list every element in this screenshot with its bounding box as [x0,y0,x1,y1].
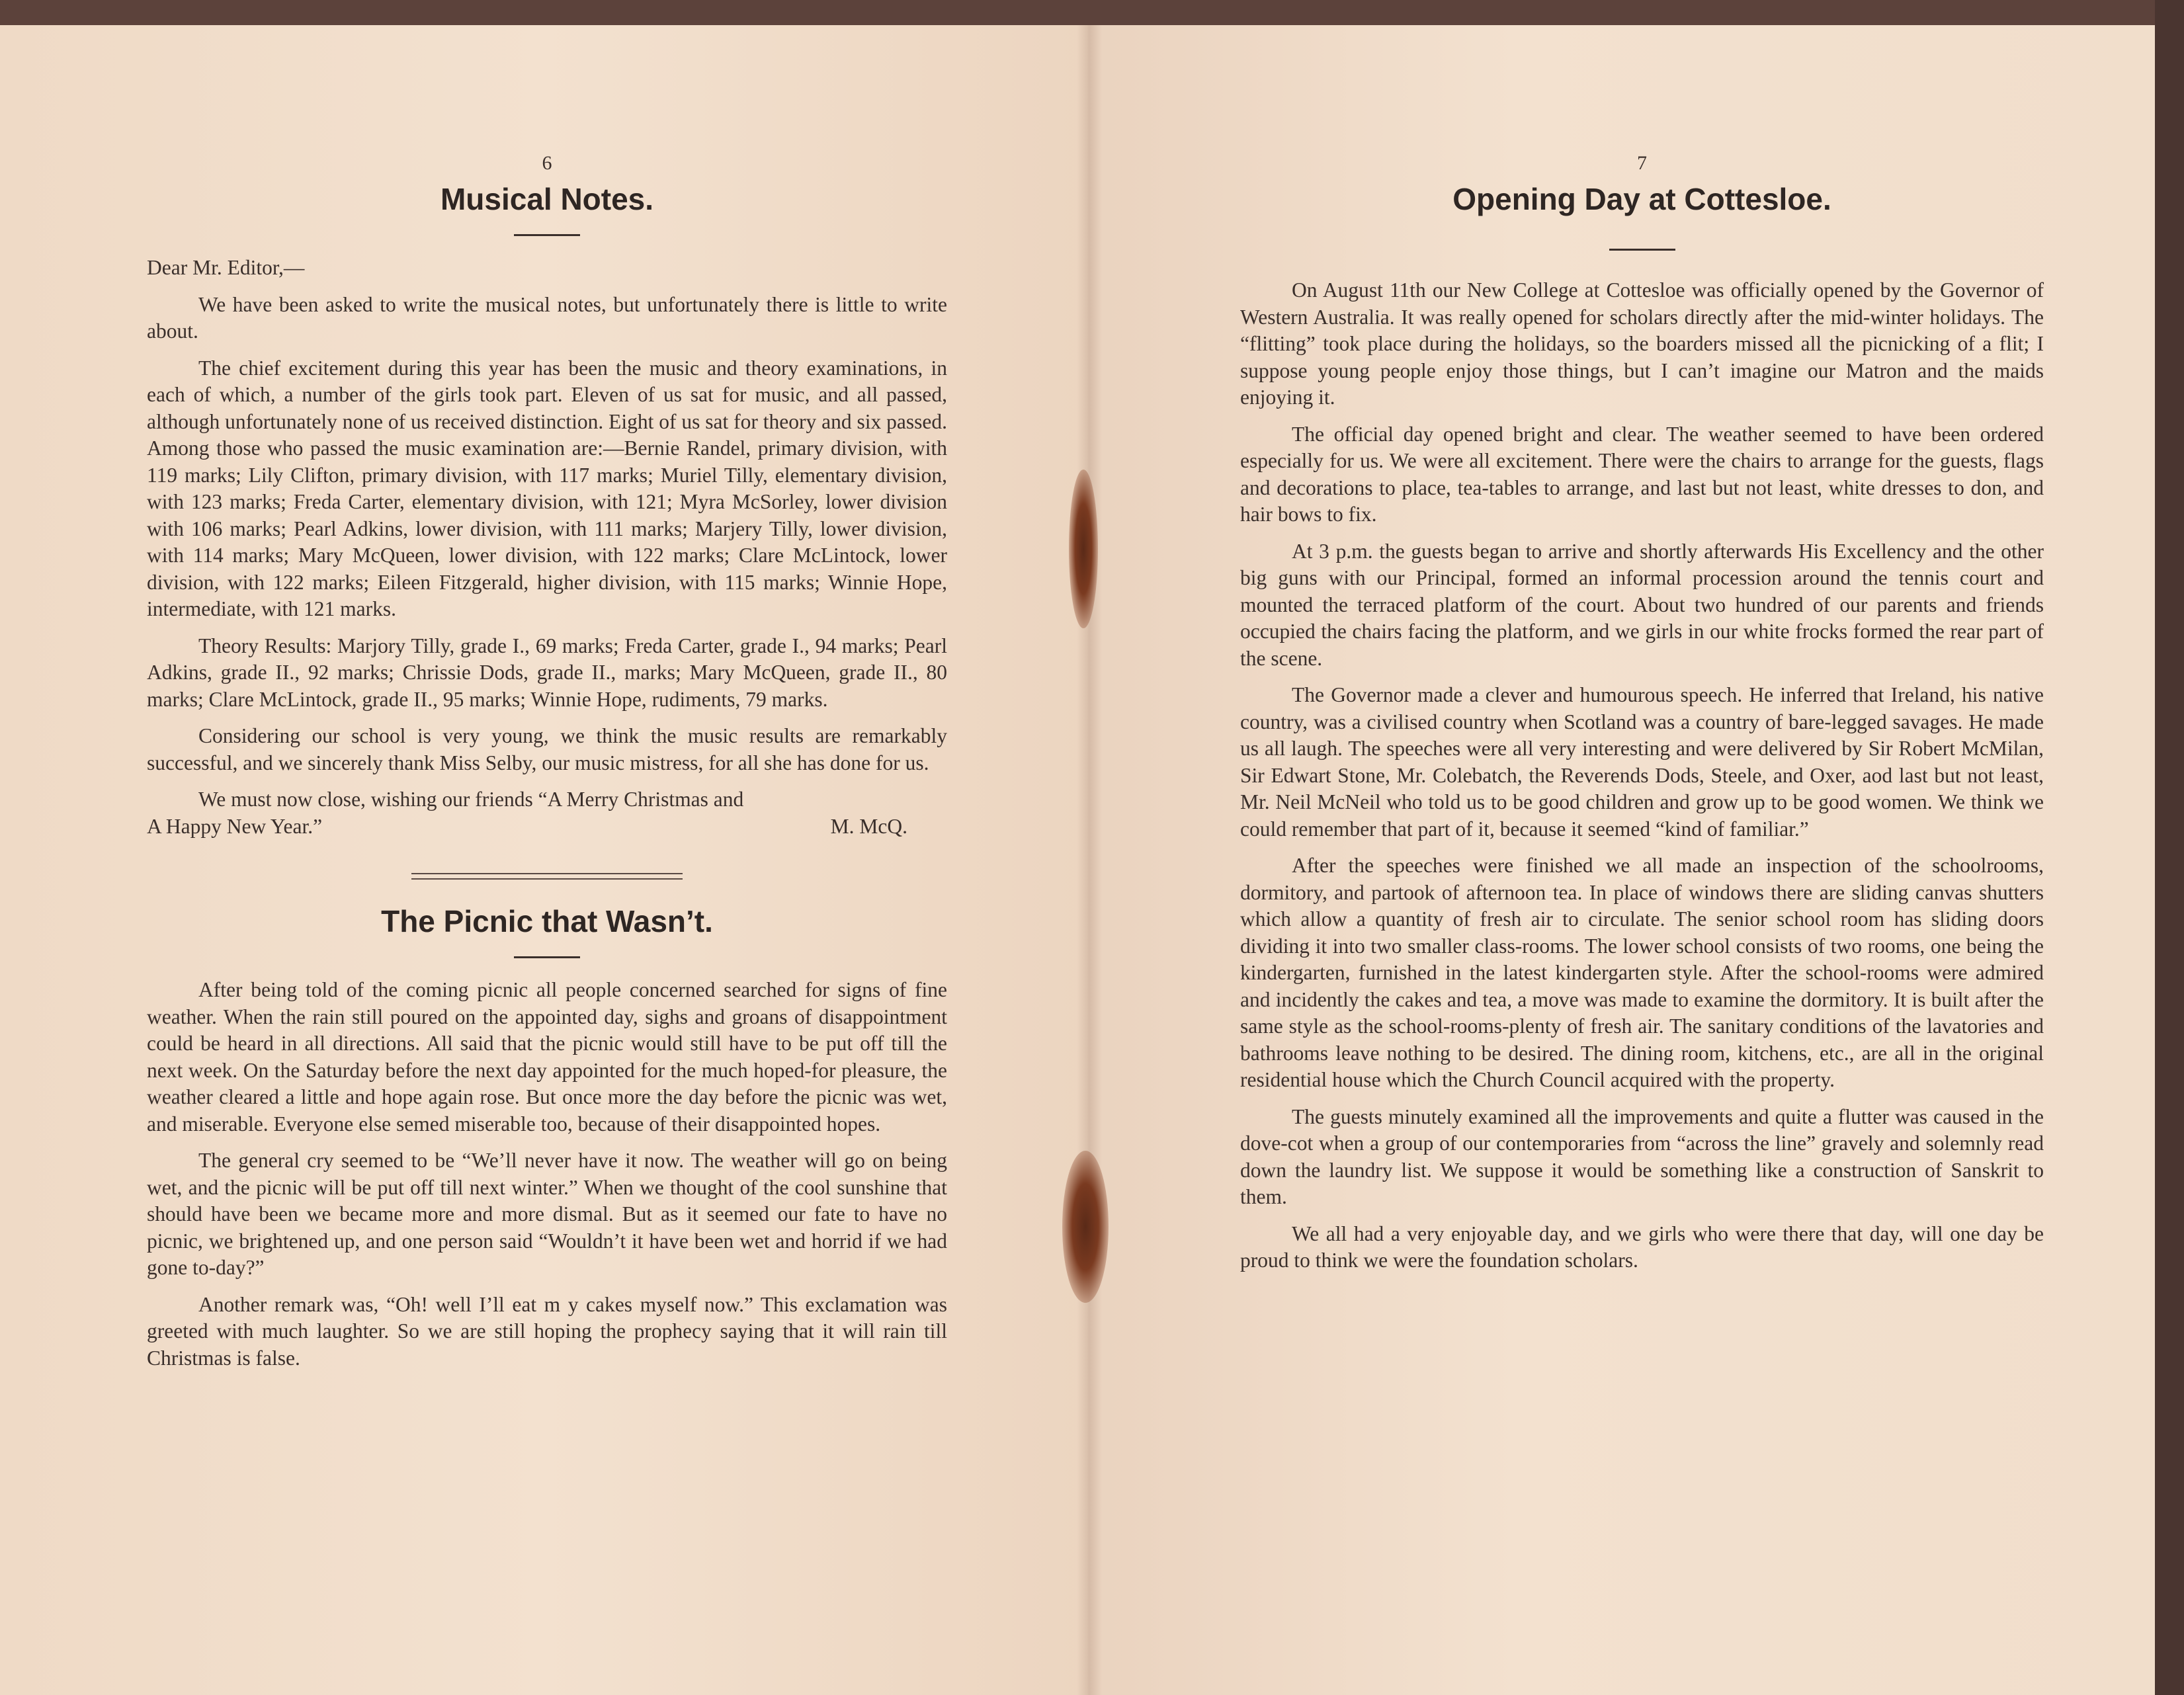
book-right-edge [2155,0,2184,1695]
title-rule [514,234,580,236]
paragraph: Considering our school is very young, we think the music results are remarkably successful, and we sincerely thank Miss Selby, our music mistress, for all she has done for us. [147,724,947,774]
paragraph: The official day opened bright and clear. The weather seemed to have been ordered especially for us. We were all excitement. There were the chairs to arrange for the guests, flags and decorations to place, tea-tables to arrange, and last but not least, white dresses to don, and hair bows to fix. [1240,422,2044,526]
title-rule [1609,249,1675,251]
signoff-line [147,813,947,841]
paragraph: The chief excitement during this year has been the music and theory examinations, in each of which, a number of the girls took part. Eleven of us sat for music, and all passed, although unfortunately none of us received distinction. Eight of us sat for theory and six passed. Among those who passed the music examination are:—Bernie Randel, primary division, with 119 marks; Lily Clifton, primary division, with 117 marks; Muriel Tilly, elementary division, with 123 marks; Freda Carter, elementary division, with 121; Myra McSorley, lower division with 106 marks; Pearl Adkins, lower division, with 111 marks; Marjery Tilly, lower division, with 114 marks; Mary McQueen, lower division, with 122 marks; Clare McLintock, lower division, with 122 marks; Eileen Fitzgerald, higher division, with 115 marks; Winnie Hope, intermediate, with 121 marks. [147,356,947,620]
title-rule [514,956,580,958]
paragraph: The guests minutely examined all the improvements and quite a flutter was caused in the dove-cot when a group of our contemporaries from “across the line” gravely and solemnly read down the laundry list. We suppose it would be something like a construction of Sanskrit to them. [1240,1104,2044,1208]
right-page [1240,139,2044,1284]
paragraph: On August 11th our New College at Cottesloe was officially opened by the Governor of Western Australia. It was really opened for scholars directly after the mid-winter holidays. The “flitting” took place during the holidays, so the boarders missed all the picnicking of a flit; I suppose young people enjoy those things, but I can’t imagine our Matron and the maids enjoying it. [1240,278,2044,409]
paragraph: After the speeches were finished we all made an inspection of the schoolrooms, dormitory, and partook of afternoon tea. In place of windows there are sliding canvas shutters which allow a quantity of fresh air to circulate. The senior school room has sliding doors dividing it into two smaller class-rooms. The lower school consists of two rooms, one being the kindergarten, furnished in the latest kindergarten style. After the school-rooms were admired and incidently the cakes and tea, a move was made to examine the dormitory. It is built after the same style as the school-rooms-plenty of fresh air. The sanitary conditions of the lavatories and bathrooms leave nothing to be desired. The dining room, kitchens, etc., are all in the original residential house which the Church Council acquired with the property. [1240,854,2044,1091]
salutation: Dear Mr. Editor,— [147,256,305,279]
left-page [147,139,947,1382]
page-number: 6 [542,152,552,174]
article-title-opening-day: Opening Day at Cottesloe. [1452,182,1831,216]
spine-fold [1077,25,1102,1695]
closing: We must now close, wishing our friends “A Merry Christmas and [198,788,744,811]
article-title-picnic: The Picnic that Wasn’t. [381,904,713,938]
staple-rust-stain-bottom [1062,1151,1109,1303]
paragraph: We have been asked to write the musical notes, but unfortunately there is little to write about. [147,292,947,343]
closing-line-2: A Happy New Year.” [147,814,323,838]
book-top-edge [0,0,2184,26]
paragraph: At 3 p.m. the guests began to arrive and shortly afterwards His Excellency and the other big guns with our Principal, formed an informal procession around the tennis court and mounted the terraced platform of the court. About two hundred of our parents and friends occupied the chairs facing the platform, and we girls in our white frocks formed the rear part of the scene. [1240,539,2044,670]
paragraph: We all had a very enjoyable day, and we girls who were there that day, will one day be proud to think we were the foundation scholars. [1240,1221,2044,1272]
paragraph: After being told of the coming picnic all people concerned searched for signs of fine weather. When the rain still poured on the appointed day, sighs and groans of disappointment could be heard in all directions. All said that the picnic would still have to be put off till the next week. On the Saturday before the next day appointed for the much hoped-for pleasure, the weather cleared a little and hope again rose. But once more the day before the picnic was wet, and miserable. Everyone else semed miserable too, because of their disappointed hopes. [147,978,947,1136]
page-number: 7 [1637,152,1647,174]
paragraph: The Governor made a clever and humourous speech. He inferred that Ireland, his native country, was a civilised country when Scotland was a country of bare-legged savages. He made us all laugh. The speeches were all very interesting and were delivered by Sir Robert McMilan, Sir Edwart Stone, Mr. Colebatch, the Reverends Dods, Steele, and Oxer, aod last but not least, Mr. Neil McNeil who told us to be good children and grow up to be good women. We think we could remember that part of it, because it seemed “kind of familiar.” [1240,683,2044,841]
paragraph: The general cry seemed to be “We’ll never have it now. The weather will go on being wet, and the picnic will be put off till next winter.” When we thought of the cool sunshine that should have been we became more and more dismal. But as it seemed our fate to have no picnic, we brightened up, and one person said “Wouldn’t it have been wet and horrid if we had gone to-day?” [147,1149,947,1279]
signature: M. McQ. [830,814,907,838]
paragraph: Another remark was, “Oh! well I’ll eat m y cakes myself now.” This exclamation was greeted with much laughter. So we are still hoping the prophecy saying that it will rain till Christmas is false. [147,1292,947,1370]
staple-rust-stain-top [1069,470,1098,628]
article-title-musical-notes: Musical Notes. [440,182,654,216]
paragraph: Theory Results: Marjory Tilly, grade I., 69 marks; Freda Carter, grade I., 94 marks; Pearl Adkins, grade II., 92 marks; Chrissie Dods, grade II., marks; Mary McQueen, grade II., 80 marks; Clare McLintock, grade II., 95 marks; Winnie Hope, rudiments, 79 marks. [147,634,947,711]
section-divider [411,873,683,880]
